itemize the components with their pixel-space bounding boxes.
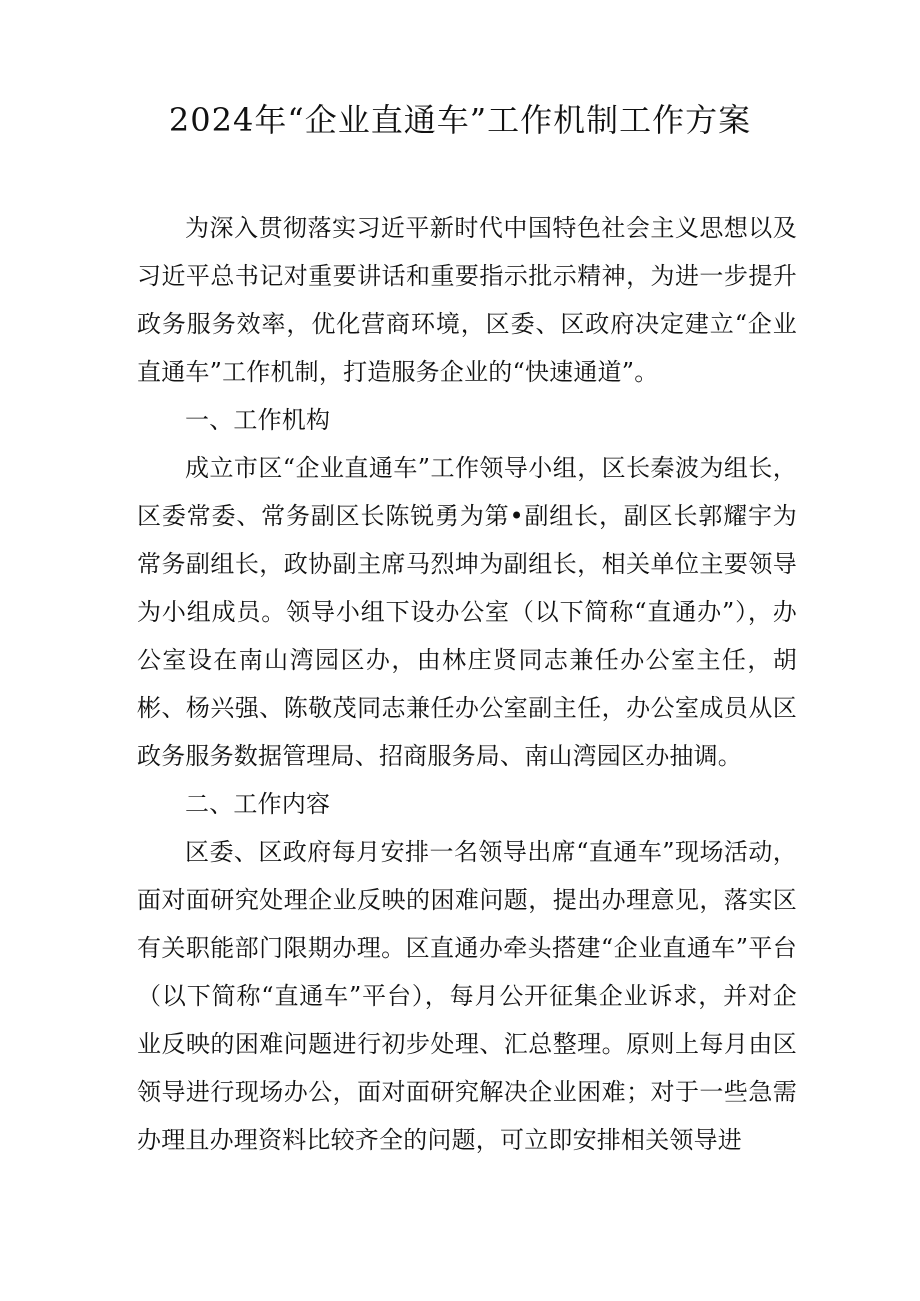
section-heading-content: 二、工作内容	[185, 790, 331, 818]
content-paragraph: 区委、区政府每月安排一名领导出席“直通车”现场活动，面对面研究处理企业反映的困难问题，提出办理意见，落实区有关职能部门限期办理。区直通办牵头搭建“企业直通车”平台（以下简称“直通车”平台），每月公开征集企业诉求，并对企业反映的困难问题进行初步处理、汇总整理。原则上每月由区领导进行现场办公，面对面研究解决企业困难；对于一些急需办理且办理资料比较齐全的问题，可立即安排相关领导进	[137, 838, 797, 1154]
document-title: 2024年“企业直通车”工作机制工作方案	[168, 101, 752, 139]
document-body	[137, 204, 797, 1164]
intro-paragraph: 为深入贯彻落实习近平新时代中国特色社会主义思想以及习近平总书记对重要讲话和重要指示批示精神，为进一步提升政务服务效率，优化营商环境，区委、区政府决定建立“企业直通车”工作机制，打造服务企业的“快速通道”。	[137, 214, 797, 386]
section-heading-organization: 一、工作机构	[185, 406, 331, 434]
organization-paragraph: 成立市区“企业直通车”工作领导小组，区长秦波为组长，区委常委、常务副区长陈锐勇为第•副组长，副区长郭耀宇为常务副组长，政协副主席马烈坤为副组长，相关单位主要领导为小组成员。领导小组下设办公室（以下简称“直通办”），办公室设在南山湾园区办，由林庄贤同志兼任办公室主任，胡彬、杨兴强、陈敬茂同志兼任办公室副主任，办公室成员从区政务服务数据管理局、招商服务局、南山湾园区办抽调。	[137, 454, 797, 770]
